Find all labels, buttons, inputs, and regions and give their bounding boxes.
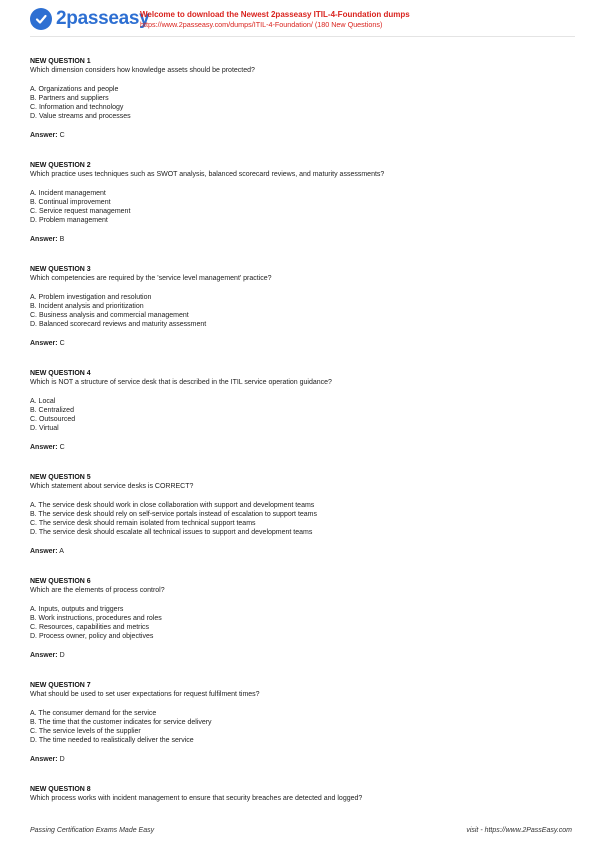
option: C. Business analysis and commercial management: [30, 312, 189, 320]
answer-value: C: [59, 443, 65, 451]
option: D. Value streams and processes: [30, 113, 131, 121]
question-heading: NEW QUESTION 7: [30, 682, 91, 689]
question-heading: NEW QUESTION 1: [30, 58, 91, 65]
option: C. Service request management: [30, 208, 131, 216]
question-text: Which statement about service desks is CORRECT?: [30, 483, 194, 491]
option: B. The time that the customer indicates for service delivery: [30, 718, 212, 726]
answer-value: D: [59, 651, 65, 659]
question-list: [30, 57, 575, 815]
question-block: [30, 369, 575, 473]
header-title: Welcome to download the Newest 2passeasy ITIL-4-Foundation dumps: [140, 10, 410, 19]
option: A. Local: [30, 397, 56, 405]
question-heading: NEW QUESTION 3: [30, 266, 91, 273]
question-block: [30, 161, 575, 265]
option: D. Problem management: [30, 217, 108, 225]
answer-line: [30, 443, 575, 452]
option: D. Balanced scorecard reviews and maturity assessment: [30, 321, 207, 329]
option: A. Incident management: [30, 189, 106, 197]
option: D. The service desk should escalate all technical issues to support and development teams: [30, 529, 313, 537]
answer-value: C: [59, 339, 65, 347]
question-block: [30, 57, 575, 161]
question-heading: NEW QUESTION 5: [30, 474, 91, 481]
question-block: [30, 473, 575, 577]
question-block: [30, 681, 575, 785]
answer-label: Answer:: [30, 235, 58, 243]
answer-line: [30, 651, 575, 660]
answer-value: B: [59, 235, 65, 243]
question-heading: NEW QUESTION 6: [30, 578, 91, 585]
option: D. The time needed to realistically deliver the service: [30, 737, 194, 745]
option: C. Resources, capabilities and metrics: [30, 624, 150, 632]
answer-label: Answer:: [30, 443, 58, 451]
logo[interactable]: [30, 7, 149, 31]
answer-line: [30, 339, 575, 348]
answer-value: C: [59, 131, 65, 139]
answer-value: D: [59, 755, 65, 763]
question-text: Which practice uses techniques such as SWOT analysis, balanced scorecard reviews, and maturity assessments?: [30, 171, 385, 179]
option: A. The consumer demand for the service: [30, 709, 157, 717]
page-header: [30, 6, 575, 37]
option: A. Organizations and people: [30, 85, 119, 93]
answer-line: [30, 755, 575, 764]
option: B. Work instructions, procedures and roles: [30, 614, 162, 622]
answer-line: [30, 547, 575, 556]
answer-label: Answer:: [30, 131, 58, 139]
question-heading: NEW QUESTION 4: [30, 370, 91, 377]
option: D. Process owner, policy and objectives: [30, 633, 154, 641]
option: C. The service levels of the supplier: [30, 728, 141, 736]
logo-text: 2passeasy: [56, 8, 150, 29]
question-block: [30, 265, 575, 369]
option: C. Outsourced: [30, 416, 76, 424]
option: A. Inputs, outputs and triggers: [30, 605, 124, 613]
option: B. Centralized: [30, 406, 74, 414]
option: D. Virtual: [30, 425, 59, 433]
answer-label: Answer:: [30, 651, 58, 659]
option: B. Partners and suppliers: [30, 94, 109, 102]
answer-line: [30, 235, 575, 244]
option: C. Information and technology: [30, 104, 124, 112]
question-text: What should be used to set user expectations for request fulfilment times?: [30, 691, 260, 699]
answer-label: Answer:: [30, 547, 58, 555]
option: B. Continual improvement: [30, 198, 111, 206]
answer-label: Answer:: [30, 755, 58, 763]
question-text: Which competencies are required by the 'service level management' practice?: [30, 275, 272, 283]
question-heading: NEW QUESTION 8: [30, 786, 91, 793]
footer-tagline: Passing Certification Exams Made Easy: [30, 827, 155, 834]
option: B. The service desk should rely on self-service portals instead of escalation to support teams: [30, 510, 318, 518]
option: B. Incident analysis and prioritization: [30, 302, 144, 310]
answer-label: Answer:: [30, 339, 58, 347]
question-block: [30, 577, 575, 681]
option: A. The service desk should work in close collaboration with support and development teams: [30, 501, 315, 509]
answer-line: [30, 131, 575, 140]
question-text: Which is NOT a structure of service desk that is described in the ITIL service operation guidance?: [30, 379, 332, 387]
question-text: Which process works with incident management to ensure that security breaches are detected and logged?: [30, 795, 363, 803]
footer-link[interactable]: visit - https://www.2PassEasy.com: [466, 827, 572, 834]
header-url[interactable]: https://www.2passeasy.com/dumps/ITIL-4-Foundation/ (180 New Questions): [140, 20, 383, 29]
logo-check-icon: [30, 8, 52, 30]
question-heading: NEW QUESTION 2: [30, 162, 91, 169]
question-block: [30, 785, 575, 815]
option: C. The service desk should remain isolated from technical support teams: [30, 520, 256, 528]
question-text: Which are the elements of process control?: [30, 587, 165, 595]
answer-value: A: [59, 547, 64, 555]
question-text: Which dimension considers how knowledge assets should be protected?: [30, 67, 255, 75]
option: A. Problem investigation and resolution: [30, 293, 152, 301]
